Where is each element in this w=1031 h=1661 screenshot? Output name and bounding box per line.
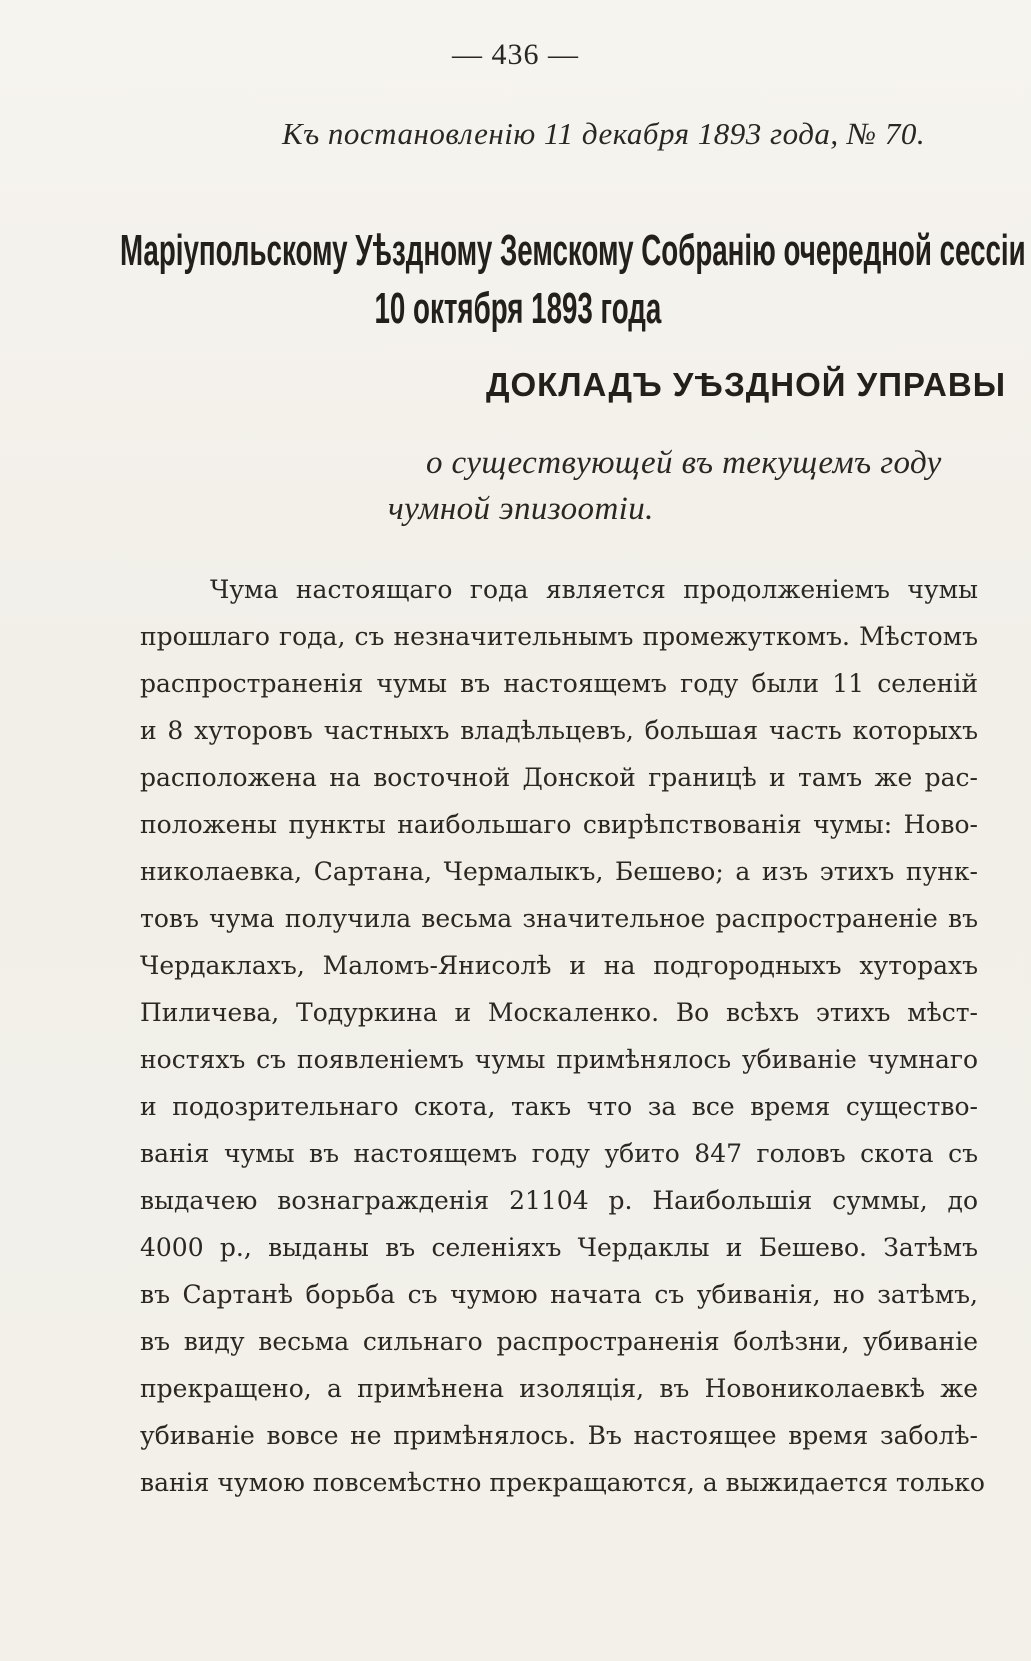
resolution-reference: Къ постановленію 11 декабря 1893 года, № 70. bbox=[282, 116, 926, 151]
body-line: 4000 р., выданы въ селеніяхъ Чердаклы и Бешево. Затѣмъ bbox=[140, 1233, 978, 1262]
body-line: Чердаклахъ, Маломъ-Янисолѣ и на подгородныхъ хуторахъ bbox=[140, 951, 978, 980]
body-line: расположена на восточной Донской границѣ и тамъ же рас- bbox=[140, 763, 978, 792]
body-line: въ виду весьма сильнаго распространенія болѣзни, убиваніе bbox=[140, 1327, 978, 1356]
body-line: ностяхъ съ появленіемъ чумы примѣнялось убиваніе чумнаго bbox=[140, 1045, 978, 1074]
report-subject bbox=[388, 440, 978, 532]
body-line: ванія чумою повсемѣстно прекращаются, а выжидается только bbox=[140, 1468, 985, 1497]
report-subject-line-1: о существующей въ текущемъ году bbox=[426, 445, 942, 481]
body-line: Пиличева, Тодуркина и Москаленко. Во всѣхъ этихъ мѣст- bbox=[140, 998, 978, 1027]
body-line: выдачею вознагражденія 21104 р. Наибольшія суммы, до bbox=[140, 1186, 978, 1215]
body-line: въ Сартанѣ борьба съ чумою начата съ убиванія, но затѣмъ, bbox=[140, 1280, 978, 1309]
report-body bbox=[140, 566, 985, 1506]
body-line: и подозрительнаго скота, такъ что за все время существо- bbox=[140, 1092, 978, 1121]
body-line: положены пункты наибольшаго свирѣпствованія чумы: Ново- bbox=[140, 810, 978, 839]
body-line: Чума настоящаго года является продолженіемъ чумы bbox=[210, 575, 978, 604]
body-line: распространенія чумы въ настоящемъ году были 11 селеній bbox=[140, 669, 978, 698]
assembly-heading-line-2: 10 октября 1893 года bbox=[374, 284, 662, 333]
body-line: и 8 хуторовъ частныхъ владѣльцевъ, большая часть которыхъ bbox=[140, 716, 978, 745]
report-title: ДОКЛАДЪ УѢЗДНОЙ УПРАВЫ bbox=[486, 366, 1007, 403]
body-line: прекращено, а примѣнена изоляція, въ Новониколаевкѣ же bbox=[140, 1374, 978, 1403]
page-number: — 436 — bbox=[452, 38, 579, 71]
body-line: товъ чума получила весьма значительное распространеніе въ bbox=[140, 904, 978, 933]
assembly-heading-line-1: Маріупольскому Уѣздному Земскому Собранію очередной сессіи bbox=[120, 226, 1026, 275]
assembly-heading bbox=[120, 222, 1026, 338]
body-line: ванія чумы въ настоящемъ году убито 847 головъ скота съ bbox=[140, 1139, 978, 1168]
report-subject-line-2: чумной эпизоотіи. bbox=[388, 491, 654, 527]
body-line: николаевка, Сартана, Чермалыкъ, Бешево; а изъ этихъ пунк- bbox=[140, 857, 978, 886]
body-line: прошлаго года, съ незначительнымъ промежуткомъ. Мѣстомъ bbox=[140, 622, 978, 651]
body-line: убиваніе вовсе не примѣнялось. Въ настоящее время заболѣ- bbox=[140, 1421, 978, 1450]
